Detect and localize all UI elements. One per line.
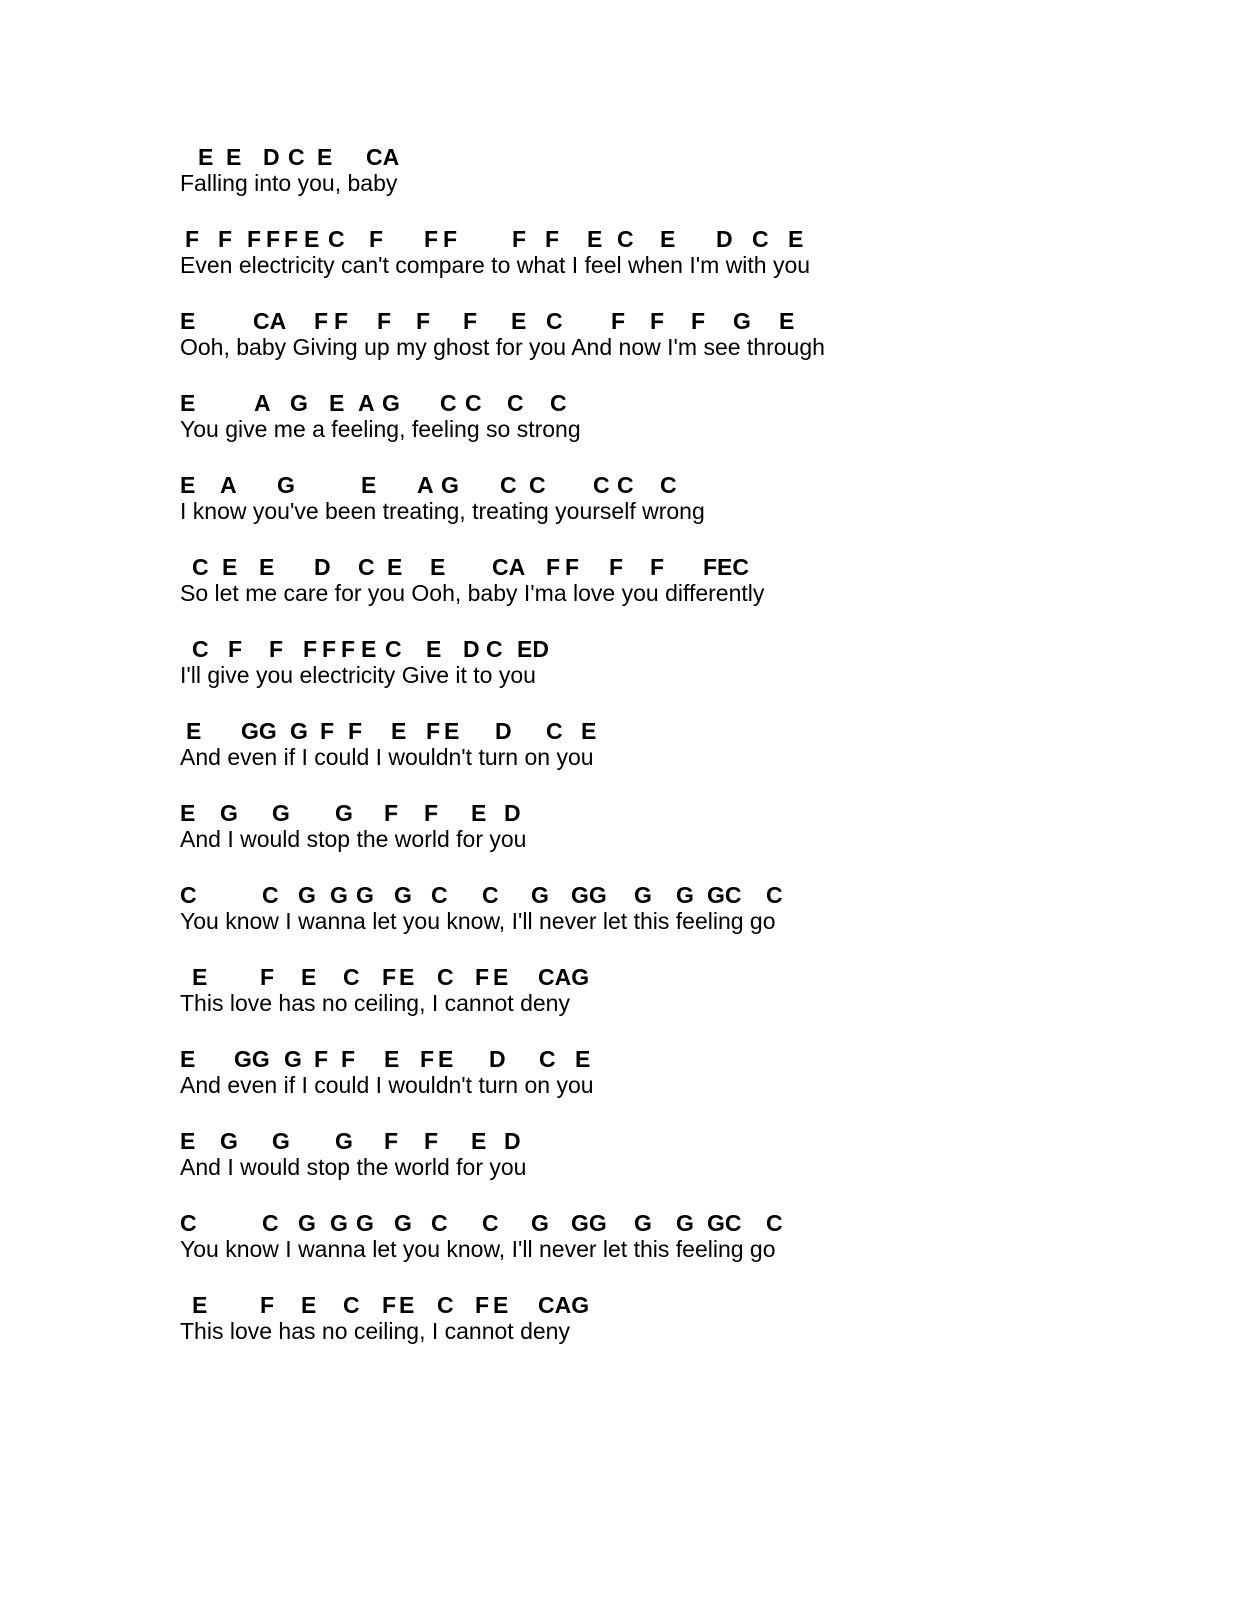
note: GC xyxy=(707,1210,742,1236)
note: F xyxy=(341,636,356,662)
note: E xyxy=(180,308,196,334)
note: G xyxy=(394,882,412,908)
note: G xyxy=(676,1210,694,1236)
note: F xyxy=(475,1292,490,1318)
note: D xyxy=(463,636,480,662)
note: E xyxy=(180,1046,196,1072)
note: C xyxy=(437,1292,454,1318)
note: F xyxy=(565,554,580,580)
note: E xyxy=(438,1046,454,1072)
note: G xyxy=(220,800,238,826)
note: G xyxy=(298,1210,316,1236)
note: F xyxy=(314,308,329,334)
note: G xyxy=(272,800,290,826)
note: F xyxy=(260,964,275,990)
note: E xyxy=(222,554,238,580)
note: E xyxy=(301,964,317,990)
note: C xyxy=(262,1210,279,1236)
note: D xyxy=(489,1046,506,1072)
note: GC xyxy=(707,882,742,908)
note: C xyxy=(617,472,634,498)
note: E xyxy=(788,226,804,252)
note: F xyxy=(546,554,561,580)
note: F xyxy=(384,1128,399,1154)
note: F xyxy=(228,636,243,662)
note: F xyxy=(416,308,431,334)
note: F xyxy=(611,308,626,334)
note: F xyxy=(314,1046,329,1072)
note: G xyxy=(277,472,295,498)
note: G xyxy=(335,800,353,826)
note: E xyxy=(779,308,795,334)
note: G xyxy=(531,1210,549,1236)
note: E xyxy=(361,636,377,662)
note: E xyxy=(660,226,676,252)
note: C xyxy=(500,472,517,498)
note: F xyxy=(247,226,262,252)
note: F xyxy=(424,1128,439,1154)
lyric-line: And I would stop the world for you xyxy=(180,826,527,852)
note: F xyxy=(303,636,318,662)
note: E xyxy=(192,964,208,990)
note: A xyxy=(417,472,434,498)
note: G xyxy=(298,882,316,908)
note: F xyxy=(691,308,706,334)
note: C xyxy=(440,390,457,416)
lyric-line: I know you've been treating, treating yourself wrong xyxy=(180,498,705,524)
note: G xyxy=(290,390,308,416)
note: F xyxy=(322,636,337,662)
note: C xyxy=(431,1210,448,1236)
note: C xyxy=(192,636,209,662)
note: C xyxy=(482,882,499,908)
note: C xyxy=(617,226,634,252)
note: E xyxy=(444,718,460,744)
note: G xyxy=(356,882,374,908)
note: C xyxy=(288,144,305,170)
lyric-line: You know I wanna let you know, I'll never let this feeling go xyxy=(180,908,776,934)
note: D xyxy=(314,554,331,580)
note: E xyxy=(198,144,214,170)
note: F xyxy=(218,226,233,252)
note: G xyxy=(220,1128,238,1154)
note: FEC xyxy=(703,554,749,580)
note: E xyxy=(426,636,442,662)
note: GG xyxy=(234,1046,270,1072)
note: CA xyxy=(492,554,526,580)
note: C xyxy=(192,554,209,580)
note: A xyxy=(358,390,375,416)
lyric-line: I'll give you electricity Give it to you xyxy=(180,662,536,688)
note: E xyxy=(301,1292,317,1318)
note: F xyxy=(269,636,284,662)
note: E xyxy=(180,472,196,498)
note: C xyxy=(486,636,503,662)
note: C xyxy=(539,1046,556,1072)
note: C xyxy=(752,226,769,252)
note: C xyxy=(465,390,482,416)
note: G xyxy=(394,1210,412,1236)
note: F xyxy=(320,718,335,744)
lyric-line: And I would stop the world for you xyxy=(180,1154,527,1180)
note: C xyxy=(343,1292,360,1318)
note: C xyxy=(550,390,567,416)
lyric-line: This love has no ceiling, I cannot deny xyxy=(180,1318,570,1344)
note: E xyxy=(399,964,415,990)
note: C xyxy=(529,472,546,498)
note: D xyxy=(263,144,280,170)
note: F xyxy=(545,226,560,252)
note: F xyxy=(609,554,624,580)
note: F xyxy=(650,554,665,580)
note: E xyxy=(587,226,603,252)
note: F xyxy=(260,1292,275,1318)
lyric-line: So let me care for you Ooh, baby I'ma love you differently xyxy=(180,580,765,606)
note: G xyxy=(272,1128,290,1154)
note: F xyxy=(377,308,392,334)
note: G xyxy=(382,390,400,416)
note: E xyxy=(186,718,202,744)
note: C xyxy=(437,964,454,990)
note: F xyxy=(420,1046,435,1072)
note: E xyxy=(493,964,509,990)
note: E xyxy=(329,390,345,416)
note: G xyxy=(634,1210,652,1236)
note: CA xyxy=(366,144,400,170)
note: C xyxy=(546,308,563,334)
note: C xyxy=(660,472,677,498)
note: E xyxy=(471,1128,487,1154)
note: C xyxy=(358,554,375,580)
note: G xyxy=(356,1210,374,1236)
note: A xyxy=(254,390,271,416)
note: F xyxy=(341,1046,356,1072)
note: E xyxy=(399,1292,415,1318)
note: F xyxy=(185,226,200,252)
note: G xyxy=(441,472,459,498)
note: E xyxy=(226,144,242,170)
note: C xyxy=(262,882,279,908)
note: F xyxy=(384,800,399,826)
note: E xyxy=(391,718,407,744)
note: F xyxy=(424,226,439,252)
note: C xyxy=(431,882,448,908)
note: C xyxy=(385,636,402,662)
note: G xyxy=(531,882,549,908)
note: F xyxy=(382,964,397,990)
note: F xyxy=(424,800,439,826)
note: E xyxy=(180,1128,196,1154)
note: G xyxy=(676,882,694,908)
note: F xyxy=(284,226,299,252)
note: CAG xyxy=(538,1292,590,1318)
note: C xyxy=(328,226,345,252)
note: F xyxy=(426,718,441,744)
note: CAG xyxy=(538,964,590,990)
note: C xyxy=(343,964,360,990)
note: G xyxy=(290,718,308,744)
lyric-line: This love has no ceiling, I cannot deny xyxy=(180,990,570,1016)
note: A xyxy=(220,472,237,498)
note: G xyxy=(330,882,348,908)
lyric-line: Ooh, baby Giving up my ghost for you And now I'm see through xyxy=(180,334,825,360)
note: C xyxy=(482,1210,499,1236)
note: F xyxy=(348,718,363,744)
note: E xyxy=(304,226,320,252)
note: E xyxy=(361,472,377,498)
lyric-line: You give me a feeling, feeling so strong xyxy=(180,416,581,442)
note: E xyxy=(384,1046,400,1072)
note: D xyxy=(716,226,733,252)
note: F xyxy=(266,226,281,252)
note: F xyxy=(443,226,458,252)
note: F xyxy=(650,308,665,334)
lyric-line: Falling into you, baby xyxy=(180,170,398,196)
note: G xyxy=(335,1128,353,1154)
note: E xyxy=(493,1292,509,1318)
note: C xyxy=(766,882,783,908)
note: D xyxy=(495,718,512,744)
note: C xyxy=(180,882,197,908)
note: F xyxy=(334,308,349,334)
lyric-line: And even if I could I wouldn't turn on you xyxy=(180,744,594,770)
lyric-line: You know I wanna let you know, I'll never let this feeling go xyxy=(180,1236,776,1262)
note: C xyxy=(766,1210,783,1236)
note: E xyxy=(471,800,487,826)
note: F xyxy=(382,1292,397,1318)
note: G xyxy=(634,882,652,908)
note: C xyxy=(546,718,563,744)
lyric-line: Even electricity can't compare to what I feel when I'm with you xyxy=(180,252,811,278)
note: G xyxy=(733,308,751,334)
note: E xyxy=(317,144,333,170)
lyric-line: And even if I could I wouldn't turn on you xyxy=(180,1072,594,1098)
note: E xyxy=(430,554,446,580)
note: C xyxy=(180,1210,197,1236)
note: GG xyxy=(241,718,277,744)
note: D xyxy=(504,1128,521,1154)
note: G xyxy=(330,1210,348,1236)
note: E xyxy=(581,718,597,744)
note: F xyxy=(475,964,490,990)
note: GG xyxy=(571,1210,607,1236)
note: CA xyxy=(253,308,287,334)
note: E xyxy=(192,1292,208,1318)
note: G xyxy=(284,1046,302,1072)
note: F xyxy=(369,226,384,252)
note: E xyxy=(387,554,403,580)
note: E xyxy=(511,308,527,334)
note: E xyxy=(575,1046,591,1072)
note: GG xyxy=(571,882,607,908)
note: E xyxy=(259,554,275,580)
note: C xyxy=(507,390,524,416)
note: F xyxy=(463,308,478,334)
note: C xyxy=(593,472,610,498)
note: E xyxy=(180,390,196,416)
note: F xyxy=(512,226,527,252)
note: E xyxy=(180,800,196,826)
note: D xyxy=(504,800,521,826)
note: ED xyxy=(517,636,549,662)
